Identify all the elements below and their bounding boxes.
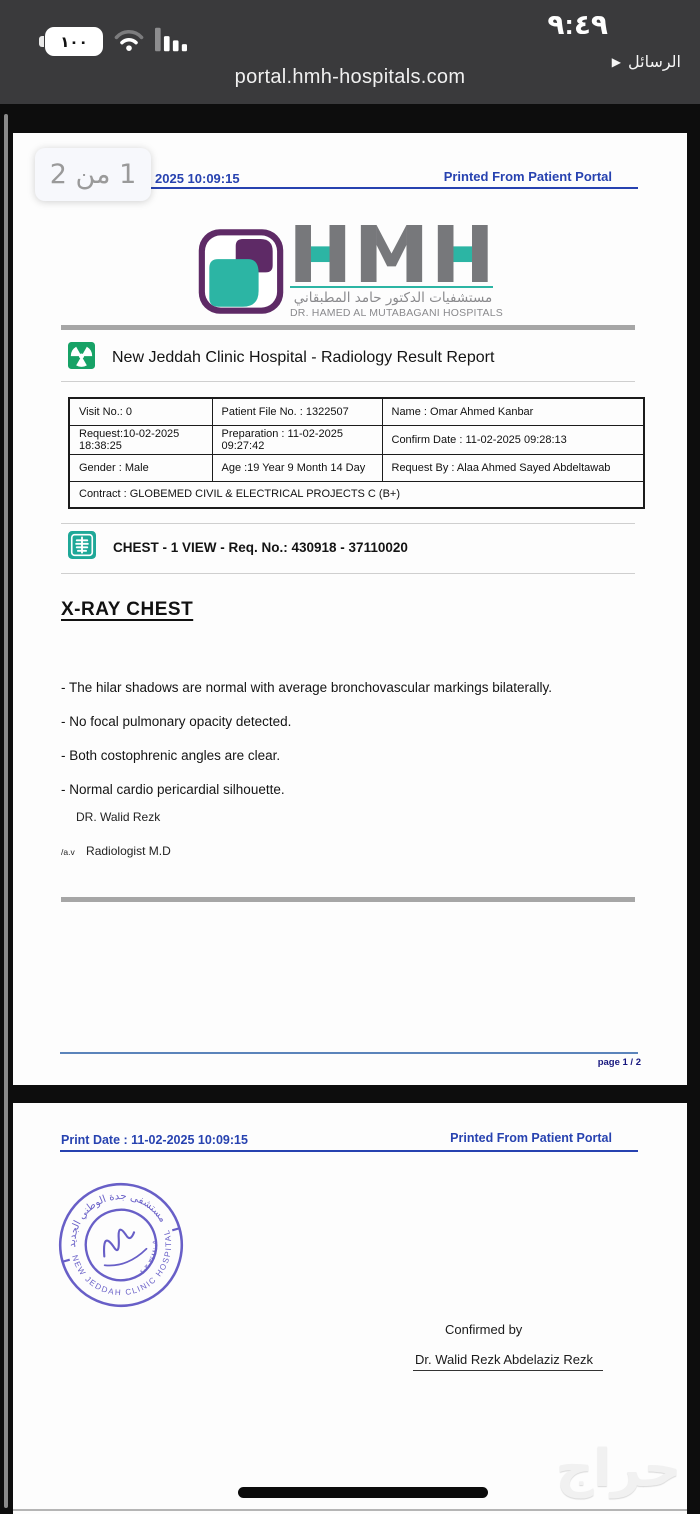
- document-page-2: [13, 1103, 687, 1514]
- hmh-letters-icon: [290, 225, 496, 282]
- logo-separator: [290, 286, 493, 288]
- scrollbar[interactable]: [4, 114, 8, 1508]
- stamp-arabic-text: مستشفى جدة الوطني الجديد: [67, 1191, 169, 1248]
- radiology-icon: [68, 342, 95, 374]
- print-date: Print Date : 11-02-2025 10:09:15: [61, 1133, 248, 1147]
- battery-level: ١٠٠: [60, 32, 88, 51]
- table-row: [69, 425, 644, 454]
- finding-item: - No focal pulmonary opacity detected.: [61, 714, 292, 729]
- request-by-cell: Request By : Alaa Ahmed Sayed Abdeltawab: [382, 454, 644, 481]
- pdf-viewer: [0, 104, 700, 1514]
- header-rule: [60, 1150, 638, 1152]
- document-page-1: [13, 133, 687, 1085]
- confirmed-by-name: Dr. Walid Rezk Abdelaziz Rezk: [413, 1352, 603, 1371]
- contract-cell: Contract : GLOBEMED CIVIL & ELECTRICAL PROJECTS C (B+): [69, 481, 644, 508]
- doctor-prefix: /a.v: [61, 847, 75, 857]
- hospital-logo: [197, 225, 503, 323]
- clock-time: ٩:٤٩: [547, 9, 608, 40]
- finding-item: - The hilar shadows are normal with average bronchovascular markings bilaterally.: [61, 680, 552, 695]
- divider: [61, 381, 635, 382]
- bottom-edge-line: [13, 1509, 687, 1511]
- patient-file-cell: Patient File No. : 1322507: [212, 398, 382, 425]
- status-bar: [0, 0, 700, 104]
- home-indicator[interactable]: [238, 1487, 488, 1498]
- preparation-date-cell: Preparation : 11-02-2025 09:27:42: [212, 425, 382, 454]
- confirm-date-cell: Confirm Date : 11-02-2025 09:28:13: [382, 425, 644, 454]
- exam-line: CHEST - 1 VIEW - Req. No.: 430918 - 37110020: [113, 540, 408, 555]
- printed-from-portal-label: Printed From Patient Portal: [443, 169, 612, 184]
- table-row: [69, 398, 644, 425]
- page-indicator-text: 1 من 2: [49, 159, 137, 190]
- age-cell: Age :19 Year 9 Month 14 Day: [212, 454, 382, 481]
- print-date-partial: 2025 10:09:15: [155, 171, 240, 186]
- wifi-icon: [114, 28, 144, 56]
- battery-nub: [39, 36, 44, 47]
- finding-item: - Normal cardio pericardial silhouette.: [61, 782, 285, 797]
- page-indicator-overlay: [35, 148, 151, 201]
- visit-no-cell: Visit No.: 0: [69, 398, 212, 425]
- battery-icon: [45, 27, 103, 56]
- patient-name-cell: Name : Omar Ahmed Kanbar: [382, 398, 644, 425]
- address-bar[interactable]: portal.hmh-hospitals.com: [234, 66, 466, 88]
- divider: [61, 523, 635, 524]
- divider: [61, 897, 635, 902]
- svg-text:مستشفى جدة الوطني الجديد: [56, 1179, 169, 1251]
- findings-list: [61, 671, 641, 807]
- request-date-cell: Request:10-02-2025 18:38:25: [69, 425, 212, 454]
- hospital-stamp: [42, 1166, 200, 1324]
- app-return-label: الرسائل: [628, 54, 681, 71]
- app-return-icon: ▶: [611, 55, 621, 69]
- divider: [61, 325, 635, 330]
- section-heading: X-RAY CHEST: [61, 599, 194, 620]
- patient-info-table: [68, 397, 645, 509]
- table-row: [69, 454, 644, 481]
- divider: [61, 573, 635, 574]
- hospital-name-arabic: مستشفيات الدكتور حامد المطبقاني: [293, 290, 493, 306]
- hospital-name-english: DR. HAMED AL MUTABAGANI HOSPITALS: [290, 307, 503, 319]
- confirmed-by-label: Confirmed by: [445, 1322, 523, 1337]
- footer-rule: [60, 1052, 638, 1054]
- doctor-title-row: [61, 844, 171, 858]
- gender-cell: Gender : Male: [69, 454, 212, 481]
- stamp-english-text: NEW JEDDAH CLINIC HOSPITAL: [70, 1227, 174, 1298]
- haraj-watermark: حراج: [555, 1439, 681, 1499]
- xray-exam-icon: [68, 531, 96, 564]
- finding-item: - Both costophrenic angles are clear.: [61, 748, 281, 763]
- stamp-number: ٤٠٣٠٣٤٨٨:٠٥: [138, 1239, 160, 1277]
- table-row: [69, 481, 644, 508]
- page-number: page 1 / 2: [597, 1057, 641, 1068]
- cellular-signal-icon: [155, 26, 187, 57]
- printed-from-portal-label: Printed From Patient Portal: [450, 1131, 612, 1145]
- hmh-logo-mark-icon: [197, 227, 285, 321]
- doctor-title: Radiologist M.D: [86, 844, 171, 858]
- doctor-name: DR. Walid Rezk: [76, 810, 161, 824]
- report-title: New Jeddah Clinic Hospital - Radiology Result Report: [112, 349, 495, 366]
